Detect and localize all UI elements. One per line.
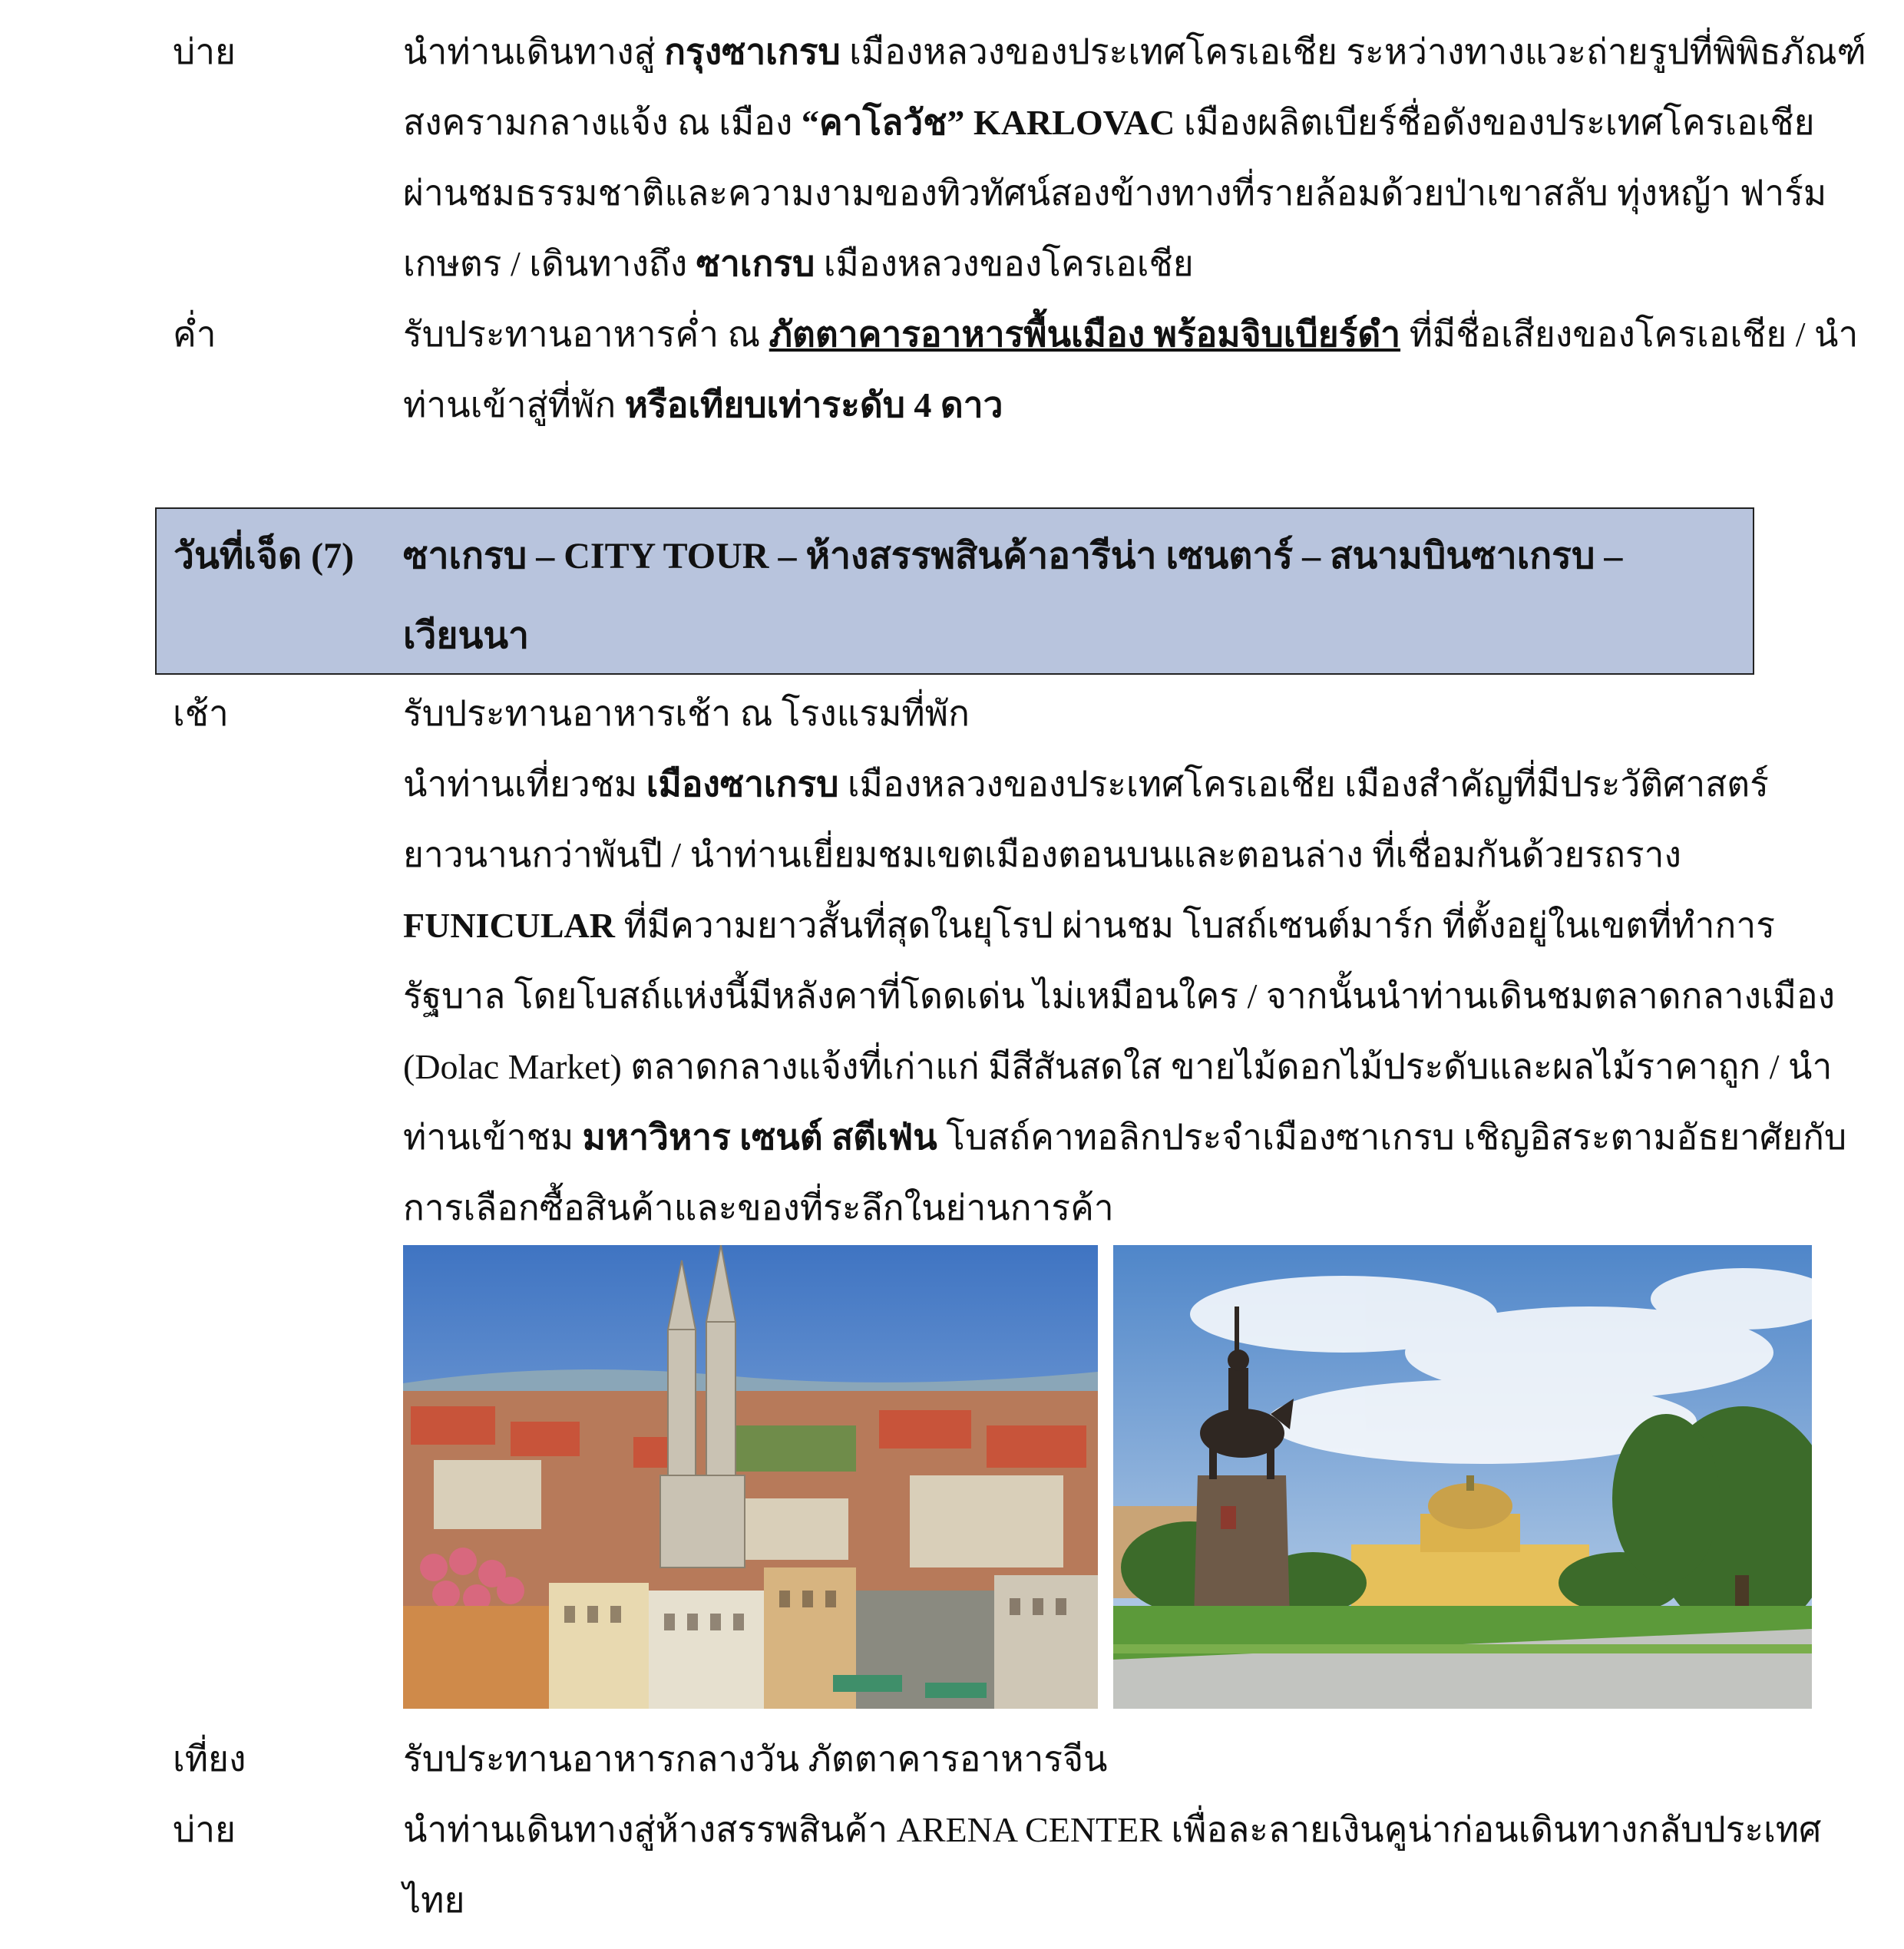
lunch-description [403,1724,1785,1795]
day-header [155,507,1754,675]
text-line [403,1032,1833,1102]
time-label-afternoon-2: บ่าย [173,1810,236,1849]
text-line [403,158,1827,229]
morning-description [403,679,1847,1244]
text-run: รับประทานอาหารกลางวัน ภัตตาคารอาหารจีน [403,1739,1108,1779]
time-label-afternoon: บ่าย [173,32,236,71]
day-title-line: เวียนนา [403,616,530,656]
text-run: ที่มีความยาวสั้นที่สุดในยุโรป ผ่านชม โบสถ์เซนต์มาร์ก ที่ตั้งอยู่ในเขตที่ทำการ [615,906,1775,945]
text-line [403,1865,1785,1936]
day-number: วันที่เจ็ด (7) [174,536,355,576]
text-line [403,370,1785,441]
text-run: รัฐบาล โดยโบสถ์แห่งนี้มีหลังคาที่โดดเด่น ไม่เหมือนใคร / จากนั้นนำท่านเดินชมตลาดกลางเมือง [403,976,1836,1016]
text-run: (Dolac Market) ตลาดกลางแจ้งที่เก่าแก่ มีสีสันสดใส ขายไม้ดอกไม้ประดับและผลไม้ราคาถูก / นำ [403,1047,1833,1086]
text-run: โบสถ์คาทอลิกประจำเมืองซาเกรบ เชิญอิสระตามอัธยาศัยกับ [937,1118,1847,1157]
text-line [403,1173,1785,1244]
text-run: นำท่านเดินทางสู่ [403,32,665,71]
text-run: เมืองหลวงของโครเอเชีย [815,244,1194,283]
day-title [403,517,1739,676]
text-run: การเลือกซื้อสินค้าและของที่ระลึกในย่านการค้า [403,1188,1114,1227]
text-run: เมืองหลวงของประเทศโครเอเชีย ระหว่างทางแวะถ่ายรูปที่พิพิธภัณฑ์ [840,32,1866,71]
dinner-description [403,299,1859,441]
time-label-morning: เช้า [173,694,229,733]
text-line [403,820,1785,890]
restaurant-name: ภัตตาคารอาหารพื้นเมือง พร้อมจิบเบียร์ดำ [769,315,1401,354]
text-line [403,679,1785,749]
day-title-line: ซาเกรบ – CITY TOUR – ห้างสรรพสินค้าอารีน่า เซนตาร์ – สนามบินซาเกรบ – [403,536,1623,576]
text-run: รับประทานอาหารเช้า ณ โรงแรมที่พัก [403,694,970,733]
text-run: เมืองผลิตเบียร์ชื่อดังของประเทศโครเอเชีย [1175,103,1815,142]
text-line [403,229,1785,299]
text-line [403,1795,1822,1865]
text-run: สงครามกลางแจ้ง ณ เมือง [403,103,802,142]
time-label-lunch: เที่ยง [173,1739,246,1779]
photo-king-tomislav-square [1113,1245,1812,1709]
funicular-name: FUNICULAR [403,906,615,945]
text-line [403,749,1785,820]
text-run: ผ่านชมธรรมชาติและความงามของทิวทัศน์สองข้างทางที่รายล้อมด้วยป่าเขาสลับ ทุ่งหญ้า ฟาร์ม [403,173,1827,213]
text-run: ไทย [403,1881,465,1920]
text-run: ที่มีชื่อเสียงของโครเอเชีย / นำ [1400,315,1859,354]
text-run: เมืองหลวงของประเทศโครเอเชีย เมืองสำคัญที่มีประวัติศาสตร์ [838,765,1769,804]
hotel-rating: หรือเทียบเท่าระดับ 4 ดาว [624,385,1003,424]
text-line [403,890,1785,961]
place-name-zagreb: ซาเกรบ [696,244,815,283]
text-line [403,1102,1847,1173]
photo-zagreb-cathedral [403,1245,1098,1709]
place-name-zagreb-city: เมืองซาเกรบ [646,765,839,804]
text-line [403,299,1859,370]
afternoon-2-description [403,1795,1822,1936]
text-line [403,88,1815,158]
cathedral-name: มหาวิหาร เซนต์ สตีเฟ่น [582,1118,937,1157]
text-run: นำท่านเดินทางสู่ห้างสรรพสินค้า ARENA CENTER เพื่อละลายเงินคูน่าก่อนเดินทางกลับประเทศ [403,1810,1822,1849]
text-line [403,961,1836,1032]
text-run: ยาวนานกว่าพันปี / นำท่านเยี่ยมชมเขตเมืองตอนบนและตอนล่าง ที่เชื่อมกันด้วยรถราง [403,835,1681,874]
place-name-zagreb: กรุงซาเกรบ [664,32,841,71]
afternoon-description [403,17,1866,299]
text-run: ท่านเข้าชม [403,1118,583,1157]
place-name-karlovac: “คาโลวัช” KARLOVAC [801,103,1175,142]
text-run: นำท่านเที่ยวชม [403,765,646,804]
text-line [403,17,1866,88]
text-run: เกษตร / เดินทางถึง [403,244,696,283]
text-line [403,1724,1785,1795]
text-run: ท่านเข้าสู่ที่พัก [403,385,625,424]
text-run: รับประทานอาหารค่ำ ณ [403,315,769,354]
time-label-dinner: ค่ำ [173,315,217,354]
